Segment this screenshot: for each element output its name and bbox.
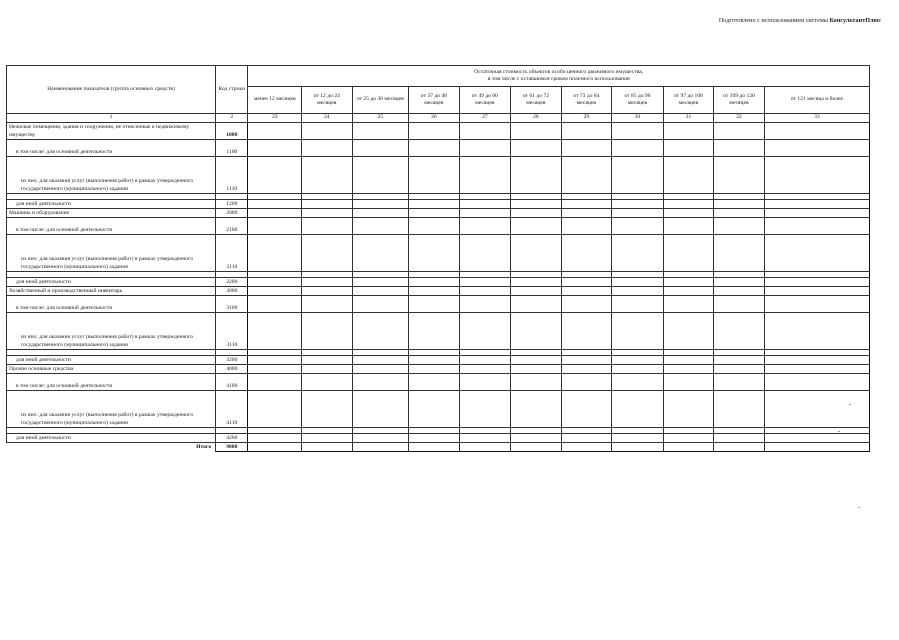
value-cell[interactable] bbox=[459, 209, 511, 218]
value-cell[interactable] bbox=[511, 235, 562, 272]
value-cell[interactable] bbox=[663, 356, 714, 365]
scan-speck bbox=[849, 404, 851, 405]
value-cell[interactable] bbox=[764, 296, 869, 313]
scan-speck bbox=[858, 507, 860, 508]
value-cell[interactable] bbox=[352, 391, 409, 428]
period-header: от 37 до 48 месяцев bbox=[409, 87, 460, 114]
header-note-prefix: Подготовлено с использованием системы bbox=[718, 17, 830, 24]
value-cell[interactable] bbox=[561, 313, 612, 350]
col-code-header: Код строки bbox=[216, 66, 248, 114]
row-code: 2100 bbox=[216, 218, 248, 235]
value-cell[interactable] bbox=[352, 374, 409, 391]
row-code: 1110 bbox=[216, 157, 248, 194]
value-cell[interactable] bbox=[612, 365, 664, 374]
value-cell[interactable] bbox=[714, 434, 765, 443]
value-cell[interactable] bbox=[352, 123, 409, 140]
period-header: от 61 до 72 месяцев bbox=[511, 87, 562, 114]
value-cell[interactable] bbox=[663, 209, 714, 218]
value-cell[interactable] bbox=[248, 140, 302, 157]
value-cell[interactable] bbox=[612, 287, 664, 296]
row-name: из них: для оказания услуг (выполнения работ) в рамках утвержденного государственного (муниципального) задания bbox=[7, 313, 216, 350]
value-cell[interactable] bbox=[409, 434, 460, 443]
value-cell[interactable] bbox=[511, 374, 562, 391]
value-cell[interactable] bbox=[409, 356, 460, 365]
value-cell[interactable] bbox=[459, 374, 511, 391]
table-row bbox=[7, 296, 870, 313]
value-cell[interactable] bbox=[714, 218, 765, 235]
value-cell[interactable] bbox=[764, 278, 869, 287]
row-code: 2000 bbox=[216, 209, 248, 218]
column-number-row bbox=[7, 114, 870, 123]
value-cell[interactable] bbox=[511, 391, 562, 428]
value-cell[interactable] bbox=[302, 356, 353, 365]
row-name: в том числе: для основной деятельности bbox=[7, 218, 216, 235]
period-header: от 73 до 84 месяцев bbox=[561, 87, 612, 114]
value-cell[interactable] bbox=[248, 278, 302, 287]
value-cell[interactable] bbox=[409, 140, 460, 157]
value-cell[interactable] bbox=[561, 296, 612, 313]
value-cell[interactable] bbox=[561, 356, 612, 365]
value-cell[interactable] bbox=[612, 391, 664, 428]
value-cell[interactable] bbox=[248, 374, 302, 391]
value-cell[interactable] bbox=[511, 356, 562, 365]
table-row bbox=[7, 157, 870, 194]
value-cell[interactable] bbox=[663, 200, 714, 209]
value-cell[interactable] bbox=[248, 209, 302, 218]
value-cell[interactable] bbox=[302, 296, 353, 313]
value-cell[interactable] bbox=[409, 235, 460, 272]
value-cell[interactable] bbox=[561, 140, 612, 157]
table-row bbox=[7, 140, 870, 157]
value-cell[interactable] bbox=[663, 278, 714, 287]
value-cell[interactable] bbox=[561, 123, 612, 140]
value-cell[interactable] bbox=[511, 123, 562, 140]
value-cell[interactable] bbox=[302, 313, 353, 350]
value-cell[interactable] bbox=[561, 218, 612, 235]
value-cell[interactable] bbox=[612, 209, 664, 218]
total-value-cell[interactable] bbox=[612, 443, 664, 452]
row-code: 4200 bbox=[216, 434, 248, 443]
value-cell[interactable] bbox=[248, 218, 302, 235]
value-cell[interactable] bbox=[352, 209, 409, 218]
row-name: для иной деятельности bbox=[7, 200, 216, 209]
value-cell[interactable] bbox=[302, 365, 353, 374]
row-name: из них: для оказания услуг (выполнения работ) в рамках утвержденного государственного (муниципального) задания bbox=[7, 391, 216, 428]
table-row bbox=[7, 356, 870, 365]
value-cell[interactable] bbox=[459, 356, 511, 365]
value-cell[interactable] bbox=[409, 391, 460, 428]
value-cell[interactable] bbox=[248, 434, 302, 443]
column-number: 33 bbox=[764, 114, 869, 123]
value-cell[interactable] bbox=[511, 313, 562, 350]
value-cell[interactable] bbox=[409, 123, 460, 140]
value-cell[interactable] bbox=[663, 374, 714, 391]
value-cell[interactable] bbox=[511, 209, 562, 218]
value-cell[interactable] bbox=[459, 296, 511, 313]
value-cell[interactable] bbox=[352, 235, 409, 272]
value-cell[interactable] bbox=[302, 434, 353, 443]
row-code: 3200 bbox=[216, 356, 248, 365]
column-number: 24 bbox=[302, 114, 353, 123]
total-row bbox=[7, 443, 870, 452]
row-name: для иной деятельности bbox=[7, 356, 216, 365]
column-number: 26 bbox=[409, 114, 460, 123]
period-header: от 25 до 36 месяцев bbox=[352, 87, 409, 114]
value-cell[interactable] bbox=[764, 200, 869, 209]
value-cell[interactable] bbox=[352, 296, 409, 313]
value-cell[interactable] bbox=[248, 287, 302, 296]
value-cell[interactable] bbox=[612, 123, 664, 140]
value-cell[interactable] bbox=[459, 434, 511, 443]
total-value-cell[interactable] bbox=[352, 443, 409, 452]
value-cell[interactable] bbox=[459, 278, 511, 287]
header-note bbox=[719, 17, 881, 24]
value-cell[interactable] bbox=[714, 200, 765, 209]
value-cell[interactable] bbox=[409, 200, 460, 209]
column-number: 32 bbox=[714, 114, 765, 123]
value-cell[interactable] bbox=[764, 123, 869, 140]
value-cell[interactable] bbox=[409, 365, 460, 374]
value-cell[interactable] bbox=[612, 313, 664, 350]
value-cell[interactable] bbox=[352, 218, 409, 235]
value-cell[interactable] bbox=[459, 365, 511, 374]
total-label: Итого bbox=[7, 443, 216, 452]
total-value-cell[interactable] bbox=[764, 443, 869, 452]
value-cell[interactable] bbox=[248, 313, 302, 350]
value-cell[interactable] bbox=[714, 278, 765, 287]
value-cell[interactable] bbox=[511, 434, 562, 443]
value-cell[interactable] bbox=[302, 209, 353, 218]
value-cell[interactable] bbox=[511, 200, 562, 209]
value-cell[interactable] bbox=[663, 287, 714, 296]
table-row bbox=[7, 235, 870, 272]
row-code: 2200 bbox=[216, 278, 248, 287]
row-name: в том числе: для основной деятельности bbox=[7, 140, 216, 157]
row-code: 1000 bbox=[216, 123, 248, 140]
row-name: Хозяйственный и производственный инвентарь bbox=[7, 287, 216, 296]
group-header-line2: в том числе с оставшимся сроком полезного использования bbox=[487, 76, 630, 82]
value-cell[interactable] bbox=[764, 313, 869, 350]
value-cell[interactable] bbox=[714, 209, 765, 218]
value-cell[interactable] bbox=[409, 313, 460, 350]
value-cell[interactable] bbox=[764, 140, 869, 157]
total-value-cell[interactable] bbox=[561, 443, 612, 452]
value-cell[interactable] bbox=[409, 218, 460, 235]
period-header: от 85 до 96 месяцев bbox=[612, 87, 664, 114]
group-header bbox=[248, 66, 870, 87]
value-cell[interactable] bbox=[612, 356, 664, 365]
value-cell[interactable] bbox=[714, 391, 765, 428]
value-cell[interactable] bbox=[302, 391, 353, 428]
value-cell[interactable] bbox=[409, 296, 460, 313]
value-cell[interactable] bbox=[352, 278, 409, 287]
value-cell[interactable] bbox=[714, 365, 765, 374]
value-cell[interactable] bbox=[459, 218, 511, 235]
table-row bbox=[7, 374, 870, 391]
row-code: 1100 bbox=[216, 140, 248, 157]
table-row bbox=[7, 218, 870, 235]
column-number: 25 bbox=[352, 114, 409, 123]
row-code: 3100 bbox=[216, 296, 248, 313]
value-cell[interactable] bbox=[561, 278, 612, 287]
value-cell[interactable] bbox=[248, 296, 302, 313]
row-name: из них: для оказания услуг (выполнения работ) в рамках утвержденного государственного (муниципального) задания bbox=[7, 235, 216, 272]
value-cell[interactable] bbox=[663, 218, 714, 235]
column-number: 1 bbox=[7, 114, 216, 123]
row-name: в том числе: для основной деятельности bbox=[7, 374, 216, 391]
value-cell[interactable] bbox=[352, 365, 409, 374]
value-cell[interactable] bbox=[663, 365, 714, 374]
value-cell[interactable] bbox=[459, 123, 511, 140]
value-cell[interactable] bbox=[302, 140, 353, 157]
value-cell[interactable] bbox=[663, 391, 714, 428]
value-cell[interactable] bbox=[248, 200, 302, 209]
value-cell[interactable] bbox=[764, 287, 869, 296]
value-cell[interactable] bbox=[459, 391, 511, 428]
period-header: от 97 до 108 месяцев bbox=[663, 87, 714, 114]
value-cell[interactable] bbox=[248, 235, 302, 272]
value-cell[interactable] bbox=[561, 157, 612, 194]
row-code: 4110 bbox=[216, 391, 248, 428]
value-cell[interactable] bbox=[511, 287, 562, 296]
value-cell[interactable] bbox=[459, 200, 511, 209]
period-header: от 49 до 60 месяцев bbox=[459, 87, 511, 114]
value-cell[interactable] bbox=[764, 218, 869, 235]
value-cell[interactable] bbox=[612, 140, 664, 157]
total-value-cell[interactable] bbox=[409, 443, 460, 452]
value-cell[interactable] bbox=[764, 209, 869, 218]
column-number: 30 bbox=[612, 114, 664, 123]
value-cell[interactable] bbox=[714, 140, 765, 157]
value-cell[interactable] bbox=[612, 296, 664, 313]
table-row bbox=[7, 313, 870, 350]
period-header: менее 12 месяцев bbox=[248, 87, 302, 114]
row-name: для иной деятельности bbox=[7, 434, 216, 443]
value-cell[interactable] bbox=[764, 356, 869, 365]
row-name: Нежилые помещения, здания и сооружения, не отнесенные к недвижимому имуществу bbox=[7, 123, 216, 140]
value-cell[interactable] bbox=[612, 218, 664, 235]
value-cell[interactable] bbox=[663, 123, 714, 140]
value-cell[interactable] bbox=[302, 200, 353, 209]
table-row bbox=[7, 391, 870, 428]
value-cell[interactable] bbox=[561, 391, 612, 428]
row-code: 1200 bbox=[216, 200, 248, 209]
row-name: для иной деятельности bbox=[7, 278, 216, 287]
value-cell[interactable] bbox=[459, 287, 511, 296]
value-cell[interactable] bbox=[459, 157, 511, 194]
value-cell[interactable] bbox=[561, 209, 612, 218]
value-cell[interactable] bbox=[561, 235, 612, 272]
total-value-cell[interactable] bbox=[248, 443, 302, 452]
value-cell[interactable] bbox=[248, 123, 302, 140]
value-cell[interactable] bbox=[511, 296, 562, 313]
row-name: Машины и оборудование bbox=[7, 209, 216, 218]
value-cell[interactable] bbox=[409, 157, 460, 194]
row-code: 2110 bbox=[216, 235, 248, 272]
value-cell[interactable] bbox=[764, 157, 869, 194]
scan-speck bbox=[838, 431, 840, 432]
total-value-cell[interactable] bbox=[302, 443, 353, 452]
value-cell[interactable] bbox=[663, 157, 714, 194]
value-cell[interactable] bbox=[459, 235, 511, 272]
value-cell[interactable] bbox=[511, 140, 562, 157]
value-cell[interactable] bbox=[714, 356, 765, 365]
value-cell[interactable] bbox=[714, 374, 765, 391]
row-code: 4000 bbox=[216, 365, 248, 374]
value-cell[interactable] bbox=[409, 287, 460, 296]
row-code: 3000 bbox=[216, 287, 248, 296]
value-cell[interactable] bbox=[459, 140, 511, 157]
value-cell[interactable] bbox=[561, 365, 612, 374]
row-name: Прочие основные средства bbox=[7, 365, 216, 374]
value-cell[interactable] bbox=[612, 200, 664, 209]
value-cell[interactable] bbox=[764, 374, 869, 391]
col-name-header: Наименование показателя (группа основных средств) bbox=[7, 66, 216, 114]
value-cell[interactable] bbox=[352, 356, 409, 365]
column-number: 23 bbox=[248, 114, 302, 123]
value-cell[interactable] bbox=[612, 278, 664, 287]
table-row bbox=[7, 209, 870, 218]
total-value-cell[interactable] bbox=[663, 443, 714, 452]
column-number: 31 bbox=[663, 114, 714, 123]
table-row bbox=[7, 287, 870, 296]
row-code: 3110 bbox=[216, 313, 248, 350]
value-cell[interactable] bbox=[302, 218, 353, 235]
value-cell[interactable] bbox=[561, 200, 612, 209]
period-header: от 109 до 120 месяцев bbox=[714, 87, 765, 114]
value-cell[interactable] bbox=[663, 434, 714, 443]
table-body bbox=[7, 123, 870, 452]
column-number: 28 bbox=[511, 114, 562, 123]
value-cell[interactable] bbox=[248, 157, 302, 194]
value-cell[interactable] bbox=[302, 235, 353, 272]
total-code: 9000 bbox=[216, 443, 248, 452]
value-cell[interactable] bbox=[764, 434, 869, 443]
header-note-brand: КонсультантПлюс bbox=[829, 17, 881, 24]
value-cell[interactable] bbox=[663, 296, 714, 313]
value-cell[interactable] bbox=[714, 157, 765, 194]
group-header-line1: Остаточная стоимость объектов особо ценного движимого имущества, bbox=[474, 68, 644, 75]
value-cell[interactable] bbox=[352, 313, 409, 350]
value-cell[interactable] bbox=[352, 157, 409, 194]
value-cell[interactable] bbox=[409, 374, 460, 391]
value-cell[interactable] bbox=[409, 278, 460, 287]
value-cell[interactable] bbox=[714, 287, 765, 296]
row-code: 4100 bbox=[216, 374, 248, 391]
column-number: 27 bbox=[459, 114, 511, 123]
table-row bbox=[7, 123, 870, 140]
value-cell[interactable] bbox=[714, 123, 765, 140]
value-cell[interactable] bbox=[612, 235, 664, 272]
value-cell[interactable] bbox=[561, 287, 612, 296]
value-cell[interactable] bbox=[764, 391, 869, 428]
value-cell[interactable] bbox=[561, 434, 612, 443]
value-cell[interactable] bbox=[459, 313, 511, 350]
total-value-cell[interactable] bbox=[459, 443, 511, 452]
value-cell[interactable] bbox=[409, 209, 460, 218]
value-cell[interactable] bbox=[663, 313, 714, 350]
table-row bbox=[7, 434, 870, 443]
value-cell[interactable] bbox=[714, 296, 765, 313]
value-cell[interactable] bbox=[764, 235, 869, 272]
value-cell[interactable] bbox=[302, 287, 353, 296]
value-cell[interactable] bbox=[511, 365, 562, 374]
value-cell[interactable] bbox=[248, 356, 302, 365]
period-header: от 12 до 24 месяцев bbox=[302, 87, 353, 114]
total-value-cell[interactable] bbox=[511, 443, 562, 452]
value-cell[interactable] bbox=[302, 123, 353, 140]
residual-value-table bbox=[6, 65, 870, 452]
value-cell[interactable] bbox=[663, 140, 714, 157]
value-cell[interactable] bbox=[764, 365, 869, 374]
value-cell[interactable] bbox=[511, 278, 562, 287]
value-cell[interactable] bbox=[248, 391, 302, 428]
value-cell[interactable] bbox=[302, 157, 353, 194]
period-header: от 121 месяца и более bbox=[764, 87, 869, 114]
value-cell[interactable] bbox=[663, 235, 714, 272]
value-cell[interactable] bbox=[612, 374, 664, 391]
value-cell[interactable] bbox=[714, 235, 765, 272]
table-row bbox=[7, 278, 870, 287]
row-name: из них: для оказания услуг (выполнения работ) в рамках утвержденного государственного (муниципального) задания bbox=[7, 157, 216, 194]
value-cell[interactable] bbox=[352, 434, 409, 443]
value-cell[interactable] bbox=[612, 434, 664, 443]
total-value-cell[interactable] bbox=[714, 443, 765, 452]
value-cell[interactable] bbox=[561, 374, 612, 391]
table-row bbox=[7, 200, 870, 209]
column-number: 29 bbox=[561, 114, 612, 123]
value-cell[interactable] bbox=[352, 200, 409, 209]
table-row bbox=[7, 365, 870, 374]
value-cell[interactable] bbox=[248, 365, 302, 374]
value-cell[interactable] bbox=[302, 374, 353, 391]
value-cell[interactable] bbox=[714, 313, 765, 350]
value-cell[interactable] bbox=[612, 157, 664, 194]
value-cell[interactable] bbox=[352, 140, 409, 157]
value-cell[interactable] bbox=[302, 278, 353, 287]
value-cell[interactable] bbox=[511, 157, 562, 194]
row-name: в том числе: для основной деятельности bbox=[7, 296, 216, 313]
value-cell[interactable] bbox=[352, 287, 409, 296]
column-number: 2 bbox=[216, 114, 248, 123]
value-cell[interactable] bbox=[511, 218, 562, 235]
